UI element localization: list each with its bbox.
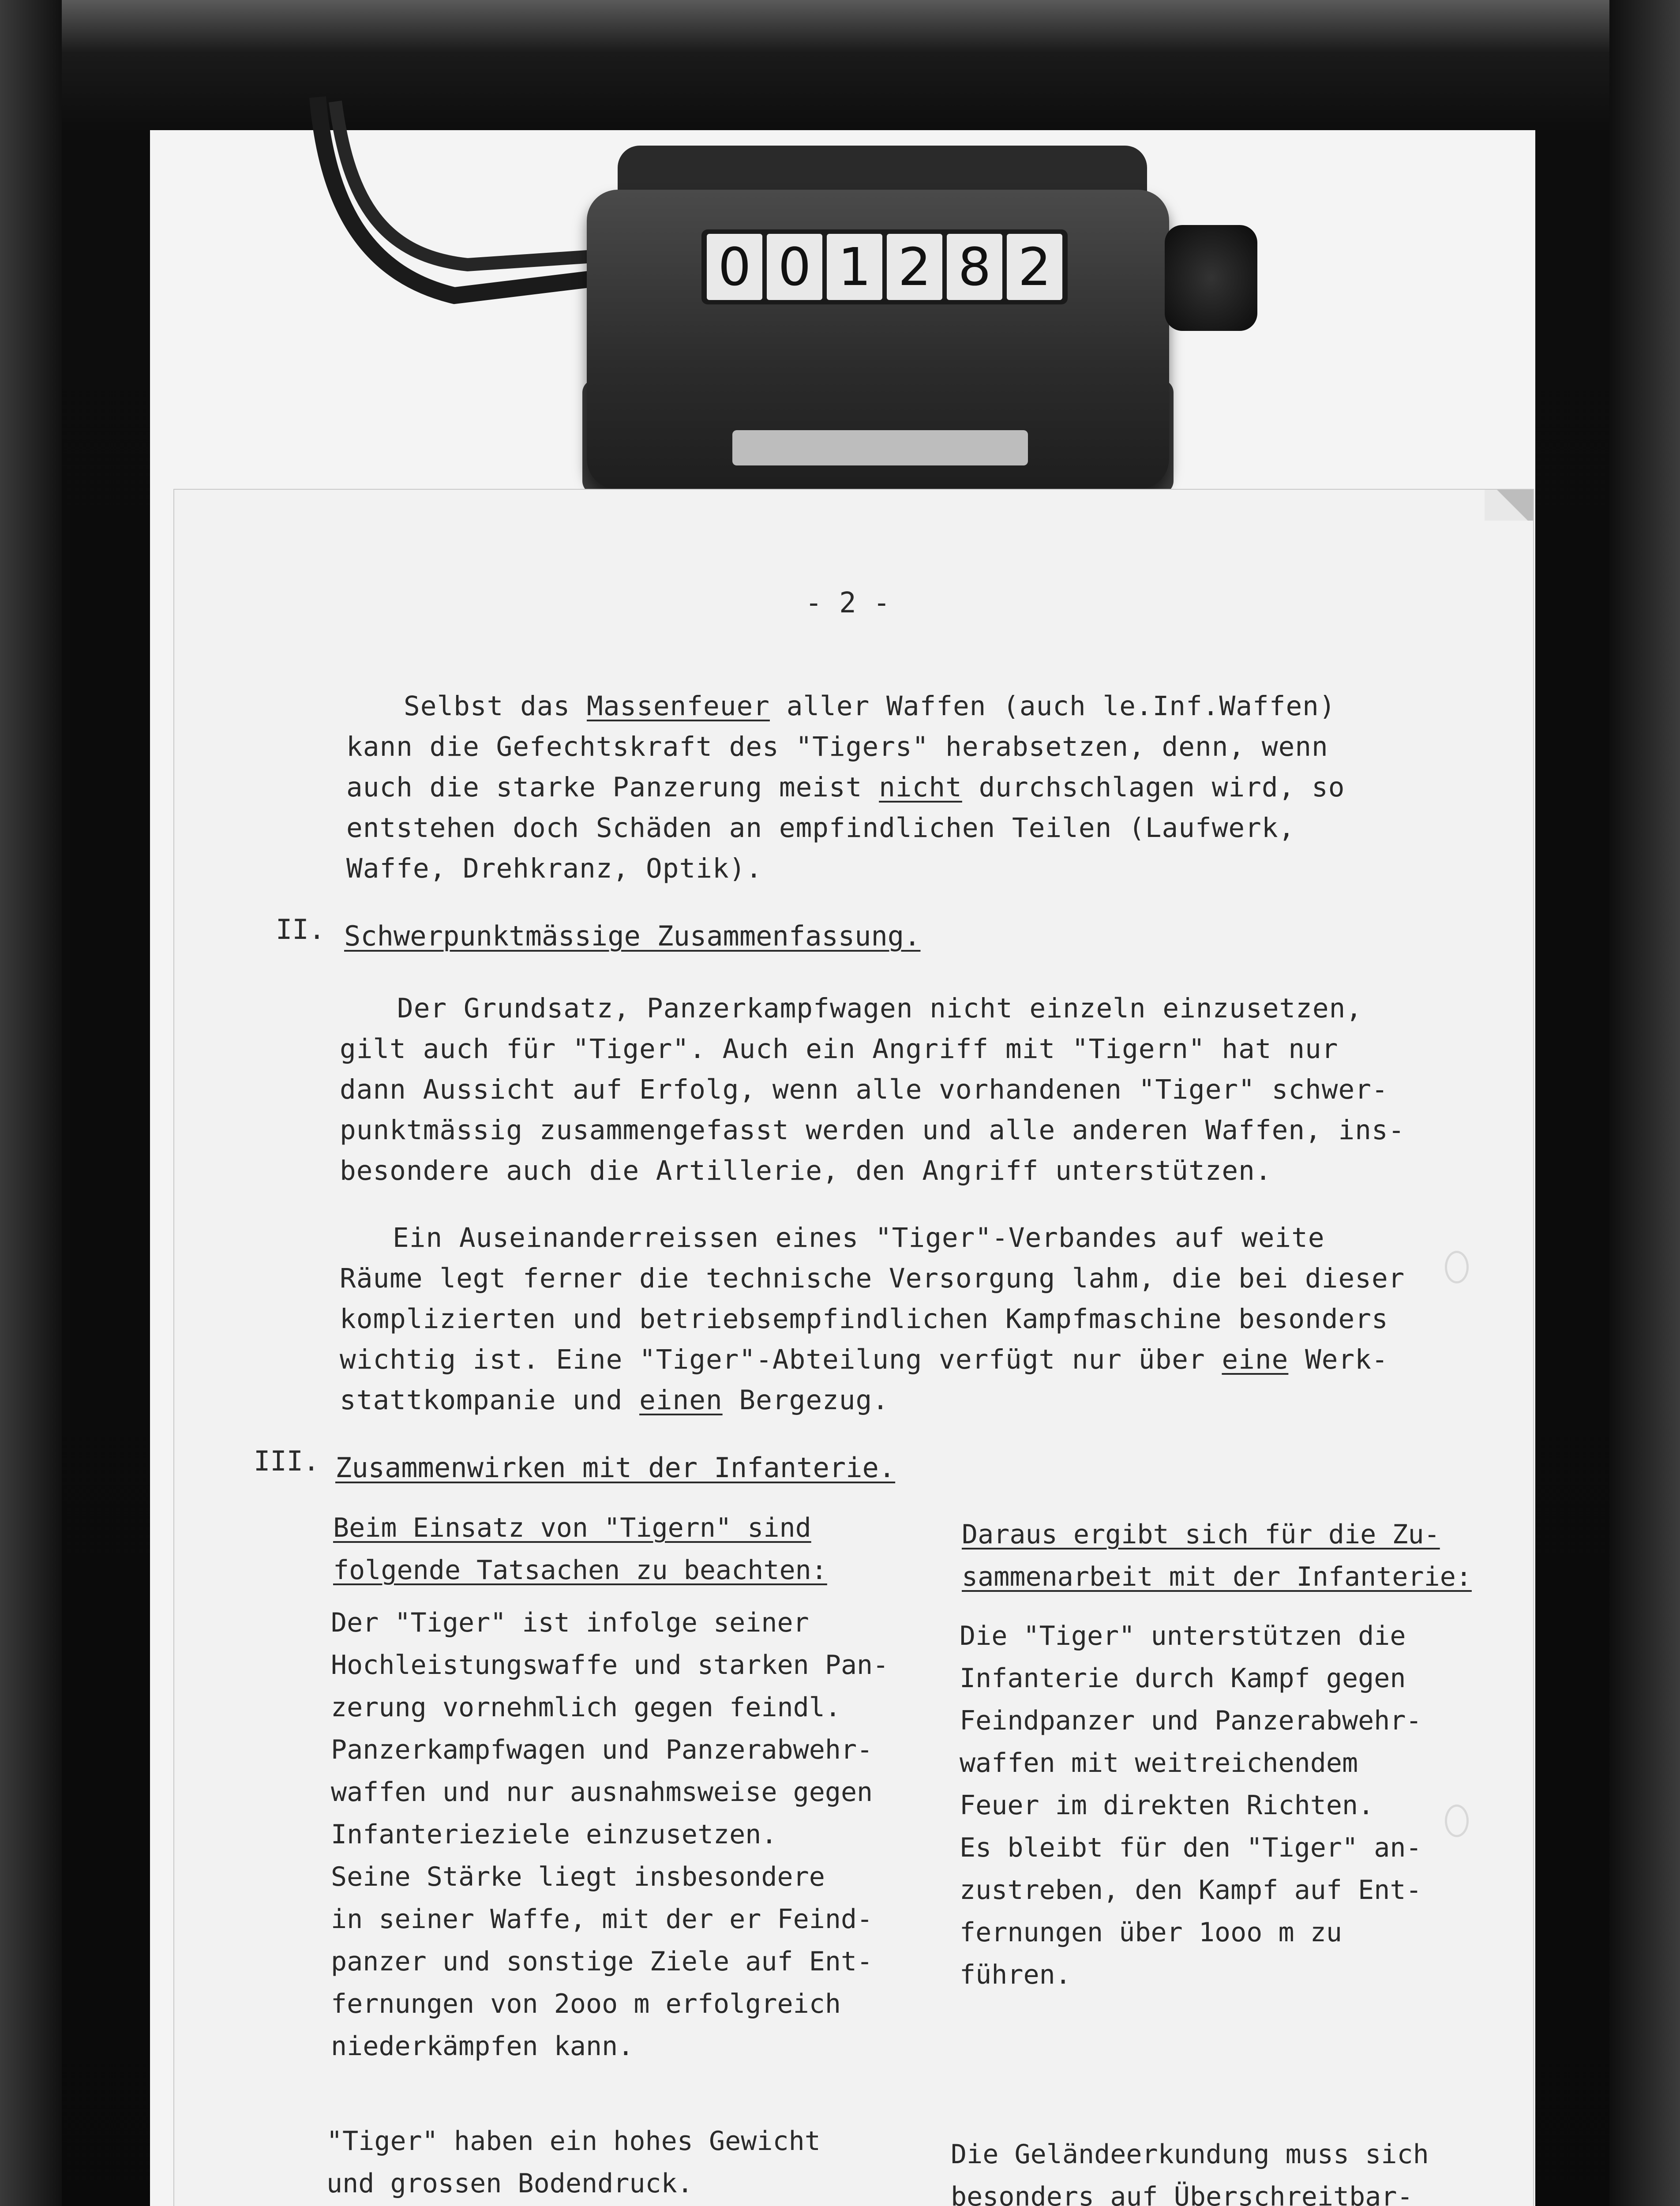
intro-line [346,808,1295,848]
counter-plate [732,430,1028,465]
text-run: wichtig ist. Eine "Tiger"-Abteilung verfügt nur über [340,1344,1222,1375]
counter-digit: 8 [947,234,1002,300]
section-2-line [340,1258,1405,1299]
text-run: Waffe, Drehkranz, Optik). [346,853,763,884]
left-body-line: zerung vornehmlich gegen feindl. [331,1692,841,1723]
text-run: Bergezug. [722,1384,889,1416]
right-body-line: Die "Tiger" unterstützen die [960,1621,1406,1651]
section-3-number: III. [254,1445,320,1477]
page-number: - 2 - [805,587,890,619]
counter-display [701,229,1068,304]
intro-line [346,727,1328,767]
right-body-line: Feindpanzer und Panzerabwehr- [960,1705,1422,1736]
page-fold [1485,490,1533,521]
right-body-line: Es bleibt für den "Tiger" an- [960,1832,1422,1863]
left-column-body-2 [326,2120,868,2206]
right-body-line: waffen mit weitreichendem [960,1748,1358,1778]
intro-line [346,848,762,889]
text-run: Werk- [1288,1344,1388,1375]
text-run: dann Aussicht auf Erfolg, wenn alle vorhandenen "Tiger" schwer- [340,1074,1388,1105]
left-body-line: Infanterieziele einzusetzen. [331,1819,777,1850]
text-run: komplizierten und betriebsempfindlichen Kampfmaschine besonders [340,1303,1388,1335]
section-2-line [340,1029,1339,1069]
scan-speck [1445,1251,1469,1283]
counter-digit: 1 [827,234,882,300]
text-run: besondere auch die Artillerie, den Angriff unterstützen. [340,1155,1272,1186]
section-3-heading: Zusammenwirken mit der Infanterie. [335,1452,896,1484]
underlined-word: einen [639,1384,723,1416]
counter-digit: 0 [707,234,762,300]
counter-digit: 2 [1007,234,1062,300]
left-body-line: "Tiger" haben ein hohes Gewicht [326,2126,821,2157]
text-run: auch die starke Panzerung meist [346,772,879,803]
text-run: durchschlagen wird, so [962,772,1345,803]
left-heading-line: folgende Tatsachen zu beachten: [333,1555,827,1586]
film-edge-right [1609,0,1680,2206]
film-edge-left [0,0,62,2206]
right-body-line: Feuer im direkten Richten. [960,1790,1374,1821]
text-run: gilt auch für "Tiger". Auch ein Angriff mit "Tigern" hat nur [340,1033,1339,1065]
text-run: Ein Auseinanderreissen eines "Tiger"-Verbandes auf weite [393,1222,1325,1253]
section-2-line [340,1380,889,1421]
right-column-heading [962,1513,1472,1598]
section-2-line [340,1069,1388,1110]
section-2-line [393,1218,1325,1258]
section-2-number: II. [276,913,325,945]
intro-line [346,767,1345,808]
left-body-line: und grossen Bodendruck. [326,2168,693,2199]
left-body-line: panzer und sonstige Ziele auf Ent- [331,1946,873,1977]
underlined-word: eine [1222,1344,1289,1375]
left-body-line: Der "Tiger" ist infolge seiner [331,1607,809,1638]
section-2-heading: Schwerpunktmässige Zusammenfassung. [344,920,921,952]
right-body-line: Die Geländeerkundung muss sich [951,2139,1429,2170]
left-body-line: waffen und nur ausnahmsweise gegen [331,1777,873,1808]
left-body-line: Panzerkampfwagen und Panzerabwehr- [331,1734,873,1765]
section-2-line [340,1110,1405,1151]
text-run: Räume legt ferner die technische Versorgung lahm, die bei dieser [340,1263,1405,1294]
counter-digit: 0 [767,234,822,300]
text-run: Selbst das [404,690,587,722]
text-run: stattkompanie und [340,1384,640,1416]
left-body-line: niederkämpfen kann. [331,2031,634,2062]
intro-line [404,686,1336,727]
text-run: punktmässig zusammengefasst werden und alle anderen Waffen, ins- [340,1114,1405,1146]
left-heading-line: Beim Einsatz von "Tigern" sind [333,1512,811,1543]
left-body-line: Hochleistungswaffe und starken Pan- [331,1650,889,1681]
right-body-line: besonders auf Überschreitbar- [951,2181,1413,2206]
right-column-body [960,1615,1422,1996]
right-heading-line: sammenarbeit mit der Infanterie: [962,1561,1472,1592]
underlined-word: nicht [879,772,962,803]
scan-speck [1445,1805,1469,1837]
text-run: aller Waffen (auch le.Inf.Waffen) [769,690,1336,722]
left-column-heading [333,1507,827,1591]
counter-knob [1165,225,1257,331]
text-run: kann die Gefechtskraft des "Tigers" herabsetzen, denn, wenn [346,731,1328,762]
counter-cable [309,88,618,335]
counter-digit: 2 [887,234,942,300]
left-body-line: Seine Stärke liegt insbesondere [331,1861,825,1892]
right-column-body-2 [951,2133,1429,2206]
left-body-line: fernungen von 2ooo m erfolgreich [331,1988,841,2019]
right-body-line: fernungen über 1ooo m zu [960,1917,1342,1948]
section-2-line [340,1299,1388,1339]
right-body-line: Infanterie durch Kampf gegen [960,1663,1406,1694]
section-2-line [397,988,1362,1029]
section-2-line [340,1339,1388,1380]
right-heading-line: Daraus ergibt sich für die Zu- [962,1519,1440,1550]
underlined-word: Massenfeuer [586,690,770,722]
text-run: entstehen doch Schäden an empfindlichen Teilen (Laufwerk, [346,812,1295,844]
left-body-line: in seiner Waffe, mit der er Feind- [331,1904,873,1935]
text-run: Der Grundsatz, Panzerkampfwagen nicht einzeln einzusetzen, [397,993,1363,1024]
right-body-line: führen. [960,1959,1071,1990]
section-2-line [340,1151,1272,1191]
left-column-body [331,1602,889,2067]
right-body-line: zustreben, den Kampf auf Ent- [960,1875,1422,1906]
